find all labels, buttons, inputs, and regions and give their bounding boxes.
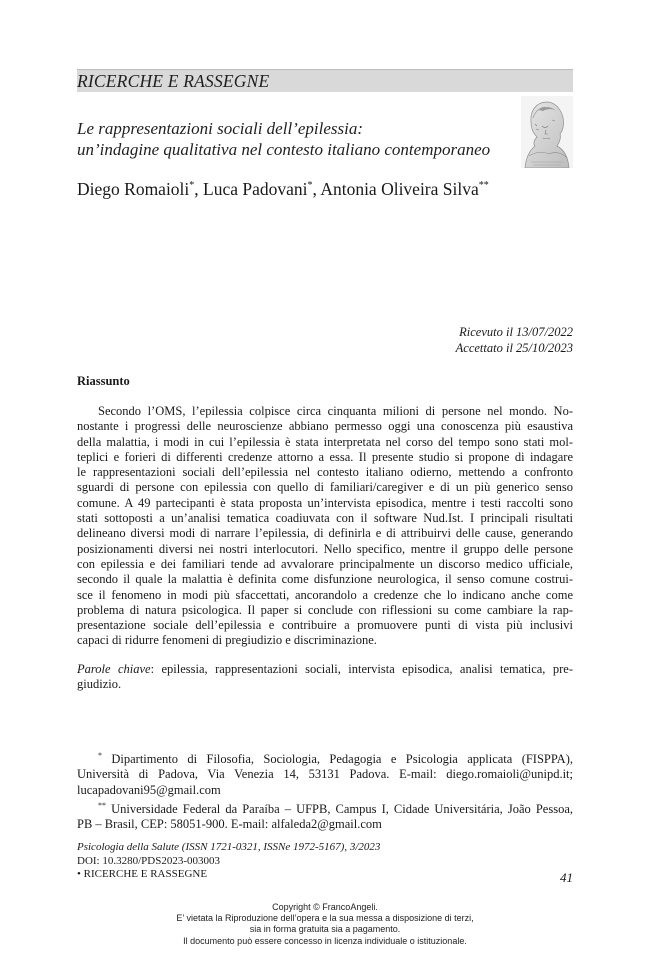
keywords [77, 662, 573, 693]
footnote-mark: ** [98, 800, 106, 810]
journal-doi: DOI: 10.3280/PDS2023-003003 [77, 854, 221, 867]
title-line-1: Le rappresentazioni sociali dell’epilessia: [77, 119, 363, 138]
journal-citation: Psicologia della Salute (ISSN 1721-0321, ISSNe 1972-5167), 3/2023 [77, 841, 381, 853]
author-separator: , [312, 179, 321, 199]
abstract-line: stati sottoposti a un’analisi tematica coadiuvata con il software Nud.Ist. I principali risultati [77, 511, 573, 526]
author-name: Antonia Oliveira Silva [320, 179, 479, 199]
copyright-line: sia in forma gratuita sia a pagamento. [249, 924, 401, 935]
abstract-line: posizionamenti diversi nei nostri interlocutori. Nello specifico, mentre il gruppo delle persone [77, 541, 573, 556]
keywords-line: giudizio. [77, 677, 122, 692]
page-number: 41 [560, 870, 573, 885]
abstract-line: sguardi di persone con epilessia con quello di familiari/caregiver e di un più generico senso [77, 480, 573, 495]
portrait-engraving-image [521, 96, 573, 168]
abstract-line: teplici e forieri di differenti credenze attorno a essa. Il presente studio si propone di indagare [77, 449, 573, 464]
copyright-notice [0, 902, 650, 947]
journal-section: • RICERCHE E RASSEGNE [77, 868, 208, 880]
author-name: Luca Padovani [203, 179, 308, 199]
accepted-date: Accettato il 25/10/2023 [455, 341, 573, 355]
abstract-line: con epilessia e dei familiari tende ad avvalorare principalmente un discorso medico ufficiale, [77, 556, 573, 571]
footnote-mark: * [98, 751, 102, 760]
footnote-line [77, 798, 573, 817]
article-title [77, 118, 517, 160]
title-line-2: un’indagine qualitativa nel contesto italiano contemporaneo [77, 140, 491, 159]
abstract-line: problema di natura psicologica. Il paper si conclude con riflessioni su come cambiare la rap- [77, 602, 573, 617]
abstract-line: presentazione sociale dell’epilessia e contribuire a promuovere punti di vista più inclusivi [77, 618, 573, 633]
copyright-line: Il documento può essere concesso in licenza individuale o istituzionale. [183, 935, 467, 946]
footnote-text: Dipartimento di Filosofia, Sociologia, Pedagogia e Psicologia applicata (FISPPA), [102, 752, 573, 766]
abstract-line: capaci di ridurre fenomeni di pregiudizio e discriminazione. [77, 633, 377, 648]
footnote-line [77, 748, 573, 767]
footnote-text: Universidade Federal da Paraíba – UFPB, Campus I, Cidade Universitária, João Pessoa, [106, 801, 573, 816]
author-separator: , [194, 179, 204, 199]
author-affiliation-mark: * [189, 180, 195, 191]
copyright-line: Copyright © FrancoAngeli. [272, 902, 378, 912]
abstract-line: secondo il quale la malattia è definita come disfunzione neurologica, il senso comune costrui- [77, 572, 573, 587]
keywords-label: Parole chiave [77, 662, 151, 676]
keywords-line [77, 662, 573, 677]
abstract-line: le rappresentazioni sociali dell’epilessia nel contesto italiano odierno, mettendo a confronto [77, 465, 573, 480]
author-list [77, 175, 573, 200]
author-footnotes [77, 748, 573, 832]
abstract-line: comune. A 49 partecipanti è stata proposta un’intervista episodica, mentre i testi raccolti sono [77, 495, 573, 510]
abstract-line: della malattia, i modi in cui l’epilessia è stata interpretata nel corso del tempo sono stati mol- [77, 434, 573, 449]
author-affiliation-mark: ** [478, 180, 489, 191]
received-date: Ricevuto il 13/07/2022 [459, 325, 573, 339]
abstract-line: sce il fenomeno in modi più sfaccettati, ancorandolo a credenze che lo indicano anche come [77, 587, 573, 602]
abstract-line: delineano diversi modi di narrare l’epilessia, di definirla e di attribuirvi delle cause, generando [77, 526, 573, 541]
author-affiliation-mark: * [307, 180, 313, 191]
footnote-line: lucapadovani95@gmail.com [77, 782, 221, 797]
copyright-line: E’ vietata la Riproduzione dell’opera e la sua messa a disposizione di terzi, [176, 913, 474, 924]
abstract-line: nostante i progressi delle neuroscienze abbiano permesso oggi una conoscenza più esaustiva [77, 419, 573, 434]
abstract-heading: Riassunto [77, 374, 130, 388]
section-label: RICERCHE E RASSEGNE [77, 71, 270, 91]
author-name: Diego Romaioli [77, 179, 190, 199]
submission-dates [300, 324, 573, 356]
keywords-text: : epilessia, rappresentazioni sociali, intervista episodica, analisi tematica, pre- [150, 662, 573, 676]
footnote-line: PB – Brasil, CEP: 58051-900. E-mail: alfaleda2@gmail.com [77, 817, 382, 832]
section-header-bar [77, 69, 573, 92]
journal-info [77, 841, 573, 882]
footnote-line: Università di Padova, Via Venezia 14, 53131 Padova. E-mail: diego.romaioli@unipd.it; [77, 767, 573, 782]
abstract-body [77, 404, 573, 649]
abstract-line: Secondo l’OMS, l’epilessia colpisce circa cinquanta milioni di persone nel mondo. No- [98, 404, 573, 418]
